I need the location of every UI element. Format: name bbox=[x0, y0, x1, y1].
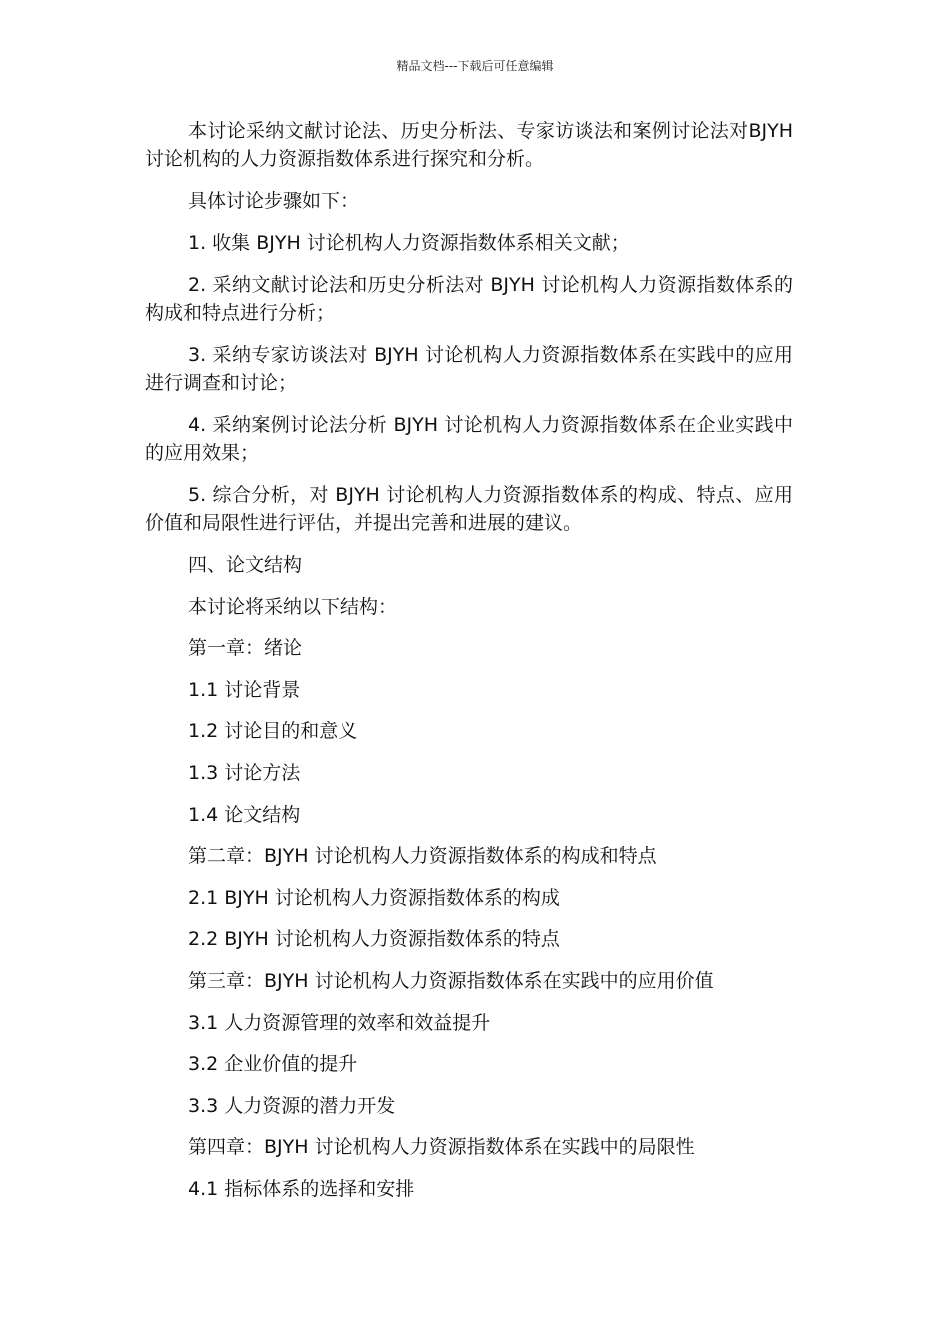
outline-intro: 本讨论将采纳以下结构： bbox=[188, 595, 398, 618]
step-item-3: 3. 采纳专家访谈法对 BJYH 讨论机构人力资源指数体系在实践中的应用进行调查和讨论； bbox=[145, 344, 793, 394]
outline-item: 2.1 BJYH 讨论机构人力资源指数体系的构成 bbox=[188, 886, 560, 909]
outline-item: 3.2 企业价值的提升 bbox=[188, 1053, 358, 1076]
page-header: 精品文档---下载后可任意编辑 bbox=[396, 59, 554, 73]
outline-item: 1.1 讨论背景 bbox=[188, 678, 301, 701]
outline-item: 3.3 人力资源的潜力开发 bbox=[188, 1094, 396, 1117]
step-item-2: 2. 采纳文献讨论法和历史分析法对 BJYH 讨论机构人力资源指数体系的构成和特点进行分析； bbox=[145, 274, 793, 324]
chapter-heading: 第三章：BJYH 讨论机构人力资源指数体系在实践中的应用价值 bbox=[188, 969, 714, 992]
outline-item: 2.2 BJYH 讨论机构人力资源指数体系的特点 bbox=[188, 928, 560, 951]
step-item-4: 4. 采纳案例讨论法分析 BJYH 讨论机构人力资源指数体系在企业实践中的应用效果； bbox=[145, 414, 793, 464]
steps-intro: 具体讨论步骤如下： bbox=[188, 190, 360, 212]
outline-item: 1.4 论文结构 bbox=[188, 803, 301, 826]
chapter-heading: 第一章：绪论 bbox=[188, 637, 303, 660]
outline-item: 3.1 人力资源管理的效率和效益提升 bbox=[188, 1011, 491, 1034]
chapter-heading: 第二章：BJYH 讨论机构人力资源指数体系的构成和特点 bbox=[188, 845, 657, 868]
thesis-outline bbox=[145, 551, 793, 1217]
step-item-5: 5. 综合分析，对 BJYH 讨论机构人力资源指数体系的构成、特点、应用价值和局限性进行评估，并提出完善和进展的建议。 bbox=[145, 484, 793, 534]
outline-item: 4.1 指标体系的选择和安排 bbox=[188, 1177, 415, 1200]
outline-item: 1.2 讨论目的和意义 bbox=[188, 720, 358, 743]
step-item-1: 1. 收集 BJYH 讨论机构人力资源指数体系相关文献； bbox=[188, 232, 630, 254]
section-heading: 四、论文结构 bbox=[188, 554, 303, 576]
chapter-heading: 第四章：BJYH 讨论机构人力资源指数体系在实践中的局限性 bbox=[188, 1136, 695, 1159]
document-body bbox=[145, 117, 793, 1217]
methods-paragraph: 本讨论采纳文献讨论法、历史分析法、专家访谈法和案例讨论法对BJYH 讨论机构的人力资源指数体系进行探究和分析。 bbox=[145, 120, 793, 170]
outline-item: 1.3 讨论方法 bbox=[188, 761, 301, 784]
